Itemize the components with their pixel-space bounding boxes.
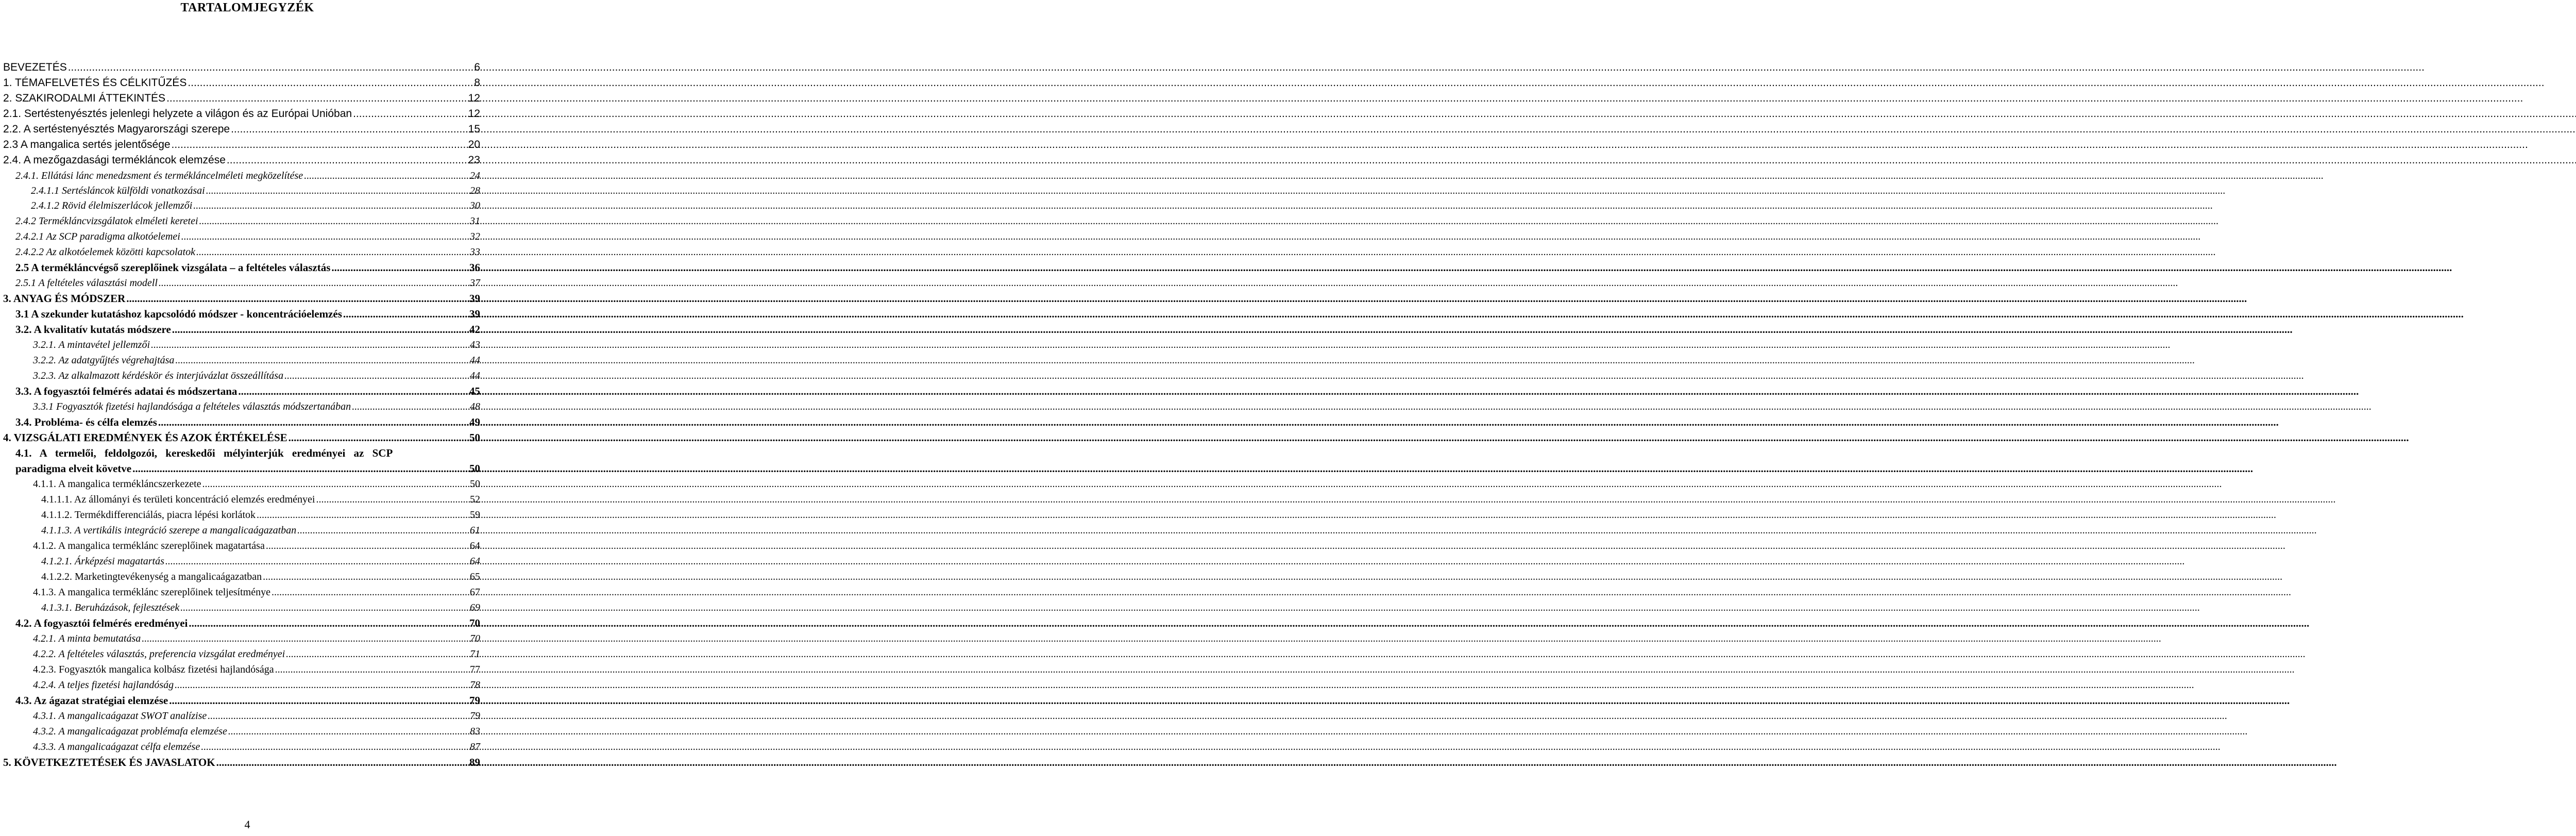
toc-entry-title: 2.4.1. Ellátási lánc menedzsment és termékláncelméleti megközelítése [15, 170, 303, 181]
toc-entry[interactable] [15, 260, 480, 275]
toc-entry-title: 4.2. A fogyasztói felmérés eredményei [15, 617, 188, 629]
toc-entry[interactable] [15, 275, 480, 291]
toc-entry-title: 2.3 A mangalica sertés jelentősége [3, 139, 171, 151]
toc-entry-page: 70 [469, 617, 480, 629]
toc-entry-title: 2.4.2.1 Az SCP paradigma alkotóelemei [15, 231, 180, 242]
toc-entry-title: 4.1.1. A mangalica termékláncszerkezete [33, 478, 201, 490]
toc-entry[interactable] [33, 662, 480, 677]
toc-entry-page: 24 [470, 170, 480, 181]
toc-entry-title: 2.4. A mezőgazdasági termékláncok elemzése [3, 154, 226, 166]
toc-entry-title: 4.1.1.3. A vertikális integráció szerepe a mangalicaágazatban [41, 525, 297, 536]
toc-entry[interactable] [15, 693, 480, 708]
toc-entry-title: paradigma elveit követve [15, 462, 132, 475]
toc-entry[interactable] [33, 476, 480, 492]
toc-entry-title: 3.4. Probléma- és célfa elemzés [15, 416, 157, 428]
toc-entry[interactable] [15, 615, 480, 631]
toc-entry[interactable] [15, 322, 480, 337]
toc-entry-page: 50 [470, 478, 480, 490]
toc-entry[interactable] [33, 337, 480, 353]
toc-entry-title: 4.3.1. A mangalicaágazat SWOT analízise [33, 710, 207, 722]
toc-entry[interactable] [3, 137, 480, 153]
toc-entry-page: 6 [474, 61, 480, 73]
toc-entry[interactable] [41, 507, 480, 523]
toc-entry-page: 30 [470, 200, 480, 211]
toc-entry[interactable] [33, 538, 480, 554]
toc-entry-page: 43 [470, 339, 480, 350]
page-title: TARTALOMJEGYZÉK [180, 1, 314, 14]
toc-entry[interactable] [3, 122, 480, 137]
toc-entry-page: 12 [468, 108, 480, 120]
toc-entry-title: 4.2.4. A teljes fizetési hajlandóság [33, 679, 174, 691]
page-number: 4 [244, 818, 250, 831]
toc-entry-title: 1. TÉMAFELVETÉS ÉS CÉLKITŰZÉS [3, 77, 187, 89]
toc-entry-title: 3.1 A szekunder kutatáshoz kapcsolódó módszer - koncentrációelemzés [15, 308, 342, 320]
toc-entry-page: 48 [470, 401, 480, 412]
toc-entry[interactable] [3, 153, 480, 168]
toc-entry-page: 78 [470, 679, 480, 691]
toc-entry[interactable] [15, 229, 480, 244]
toc-entry[interactable] [31, 198, 480, 213]
toc-entry[interactable] [33, 677, 480, 693]
toc-entry-page: 28 [470, 185, 480, 196]
toc-entry[interactable] [41, 554, 480, 569]
toc-entry-title: 4.1.2.2. Marketingtevékenység a mangalicaágazatban [41, 571, 262, 582]
toc-entry[interactable] [33, 368, 480, 383]
toc-entry-page: 67 [470, 587, 480, 598]
toc-entry-title: 3.2.1. A mintavétel jellemzői [33, 339, 150, 350]
toc-entry-title: 4.1. A termelői, feldolgozói, kereskedői mélyinterjúk eredményei az SCP [15, 447, 393, 459]
toc-entry[interactable] [3, 430, 480, 445]
toc-entry[interactable] [33, 353, 480, 368]
toc-entry-title: 5. KÖVETKEZTETÉSEK ÉS JAVASLATOK [3, 756, 215, 768]
toc-entry-page: 49 [469, 416, 480, 428]
toc-entry-title: 2. SZAKIRODALMI ÁTTEKINTÉS [3, 92, 166, 104]
toc-entry[interactable] [15, 445, 480, 461]
toc-entry-title: 4.2.3. Fogyasztók mangalica kolbász fizetési hajlandósága [33, 664, 274, 675]
toc-entry-page: 36 [469, 261, 480, 274]
toc-entry-page: 32 [470, 231, 480, 242]
toc-entry-page: 64 [470, 540, 480, 551]
toc-entry-page: 69 [470, 602, 480, 613]
toc-entry-page: 31 [470, 215, 480, 227]
toc-entry-page: 65 [470, 571, 480, 582]
toc-entry-title: 4.2.1. A minta bemutatása [33, 633, 141, 644]
toc-entry[interactable] [15, 244, 480, 260]
toc-entry-title: 4.1.2.1. Árképzési magatartás [41, 556, 164, 567]
toc-entry-page: 83 [470, 726, 480, 737]
toc-entry[interactable] [41, 492, 480, 507]
toc-entry-title: 2.5 A termékláncvégső szereplőinek vizsgálata – a feltételes választás [15, 261, 331, 274]
toc-entry[interactable] [41, 569, 480, 584]
toc-entry[interactable] [41, 523, 480, 538]
toc-entry-title: 4.2.2. A feltételes választás, preferencia vizsgálat eredményei [33, 648, 285, 660]
toc-entry-page: 23 [468, 154, 480, 166]
toc-entry[interactable] [15, 383, 480, 399]
toc-entry[interactable] [3, 60, 480, 75]
toc-entry[interactable] [3, 106, 480, 122]
toc-entry-page: 64 [470, 556, 480, 567]
toc-entry-page: 87 [470, 741, 480, 753]
toc-entry[interactable] [33, 584, 480, 600]
toc-entry-page: 70 [470, 633, 480, 644]
toc-entry-title: 3.2. A kvalitatív kutatás módszere [15, 323, 171, 336]
toc-entry-title: 2.4.2.2 Az alkotóelemek közötti kapcsolatok [15, 246, 195, 258]
toc-entry-title: 4.1.2. A mangalica terméklánc szereplőinek magatartása [33, 540, 265, 551]
toc-entry[interactable] [15, 213, 480, 229]
toc-entry[interactable] [41, 600, 480, 615]
toc-entry-title: 3. ANYAG ÉS MÓDSZER [3, 292, 126, 305]
toc-entry-page: 52 [470, 494, 480, 505]
toc-entry-page: 45 [469, 385, 480, 397]
toc-entry-title: 4.1.3.1. Beruházások, fejlesztések [41, 602, 180, 613]
toc-entry-page: 79 [470, 710, 480, 722]
toc-entry-page: 8 [474, 77, 480, 89]
toc-entry[interactable] [3, 291, 480, 306]
toc-entry[interactable] [15, 414, 480, 430]
toc-entry[interactable] [33, 724, 480, 739]
toc-entry-title: 3.3.1 Fogyasztók fizetési hajlandósága a feltételes választás módszertanában [33, 401, 351, 412]
toc-entry-page: 89 [469, 756, 480, 768]
toc-entry[interactable] [33, 739, 480, 755]
toc-entry-title: 4. VIZSGÁLATI EREDMÉNYEK ÉS AZOK ÉRTÉKELÉSE [3, 431, 287, 444]
toc-entry-title: 3.2.3. Az alkalmazott kérdéskör és interjúvázlat összeállítása [33, 370, 284, 381]
toc-entry-title: 2.2. A sertéstenyésztés Magyarországi szerepe [3, 123, 230, 135]
toc-entry-title: 2.5.1 A feltételes választási modell [15, 277, 158, 289]
toc-entry-page: 39 [469, 308, 480, 320]
toc-entry-page: 59 [470, 509, 480, 521]
toc-entry[interactable] [3, 91, 480, 106]
toc-entry-title: 4.1.3. A mangalica terméklánc szereplőinek teljesítménye [33, 587, 270, 598]
toc-entry-title: 4.3. Az ágazat stratégiai elemzése [15, 694, 168, 707]
toc-entry-page: 79 [469, 694, 480, 707]
toc-entry-title: 4.3.2. A mangalicaágazat problémafa elemzése [33, 726, 227, 737]
toc-entry[interactable] [33, 646, 480, 662]
toc-entry-page: 39 [469, 292, 480, 305]
toc-entry-page: 44 [470, 355, 480, 366]
toc-entry-title: 2.4.2 Termékláncvizsgálatok elméleti keretei [15, 215, 198, 227]
toc-entry-title: BEVEZETÉS [3, 61, 67, 73]
toc-entry[interactable] [3, 75, 480, 91]
toc-entry-title: 3.3. A fogyasztói felmérés adatai és módszertana [15, 385, 238, 397]
toc-entry-page: 37 [470, 277, 480, 289]
toc-entry-page: 15 [468, 123, 480, 135]
toc-entry-title: 2.1. Sertéstenyésztés jelenlegi helyzete a világon és az Európai Unióban [3, 108, 352, 120]
toc-entry[interactable] [33, 708, 480, 724]
toc-entry-page: 77 [470, 664, 480, 675]
toc-entry-page: 61 [470, 525, 480, 536]
toc-entry-title: 4.1.1.1. Az állományi és területi koncentráció elemzés eredményei [41, 494, 315, 505]
toc-entry[interactable] [33, 399, 480, 414]
toc-entry-page: 50 [469, 431, 480, 444]
toc-entry-page: 42 [469, 323, 480, 336]
toc-entry-page: 50 [469, 462, 480, 475]
toc-entry-page: 44 [470, 370, 480, 381]
toc-entry[interactable] [31, 183, 480, 198]
toc-entry[interactable] [15, 306, 480, 322]
toc-entry[interactable] [15, 168, 480, 183]
toc-entry-title: 3.2.2. Az adatgyűjtés végrehajtása [33, 355, 175, 366]
toc-entry-title: 4.3.3. A mangalicaágazat célfa elemzése [33, 741, 200, 753]
toc-entry-page: 71 [470, 648, 480, 660]
toc-entry-page: 33 [470, 246, 480, 258]
toc-entry-page: 20 [468, 139, 480, 151]
toc-entry-title: 4.1.1.2. Termékdifferenciálás, piacra lépési korlátok [41, 509, 256, 521]
toc-entry-page: 12 [468, 92, 480, 104]
toc-entry[interactable] [33, 631, 480, 646]
toc-entry-title: 2.4.1.1 Sertésláncok külföldi vonatkozásai [31, 185, 205, 196]
toc-entry[interactable] [15, 461, 480, 476]
toc-entry[interactable] [3, 755, 480, 770]
toc-entry-title: 2.4.1.2 Rövid élelmiszerlácok jellemzői [31, 200, 193, 211]
